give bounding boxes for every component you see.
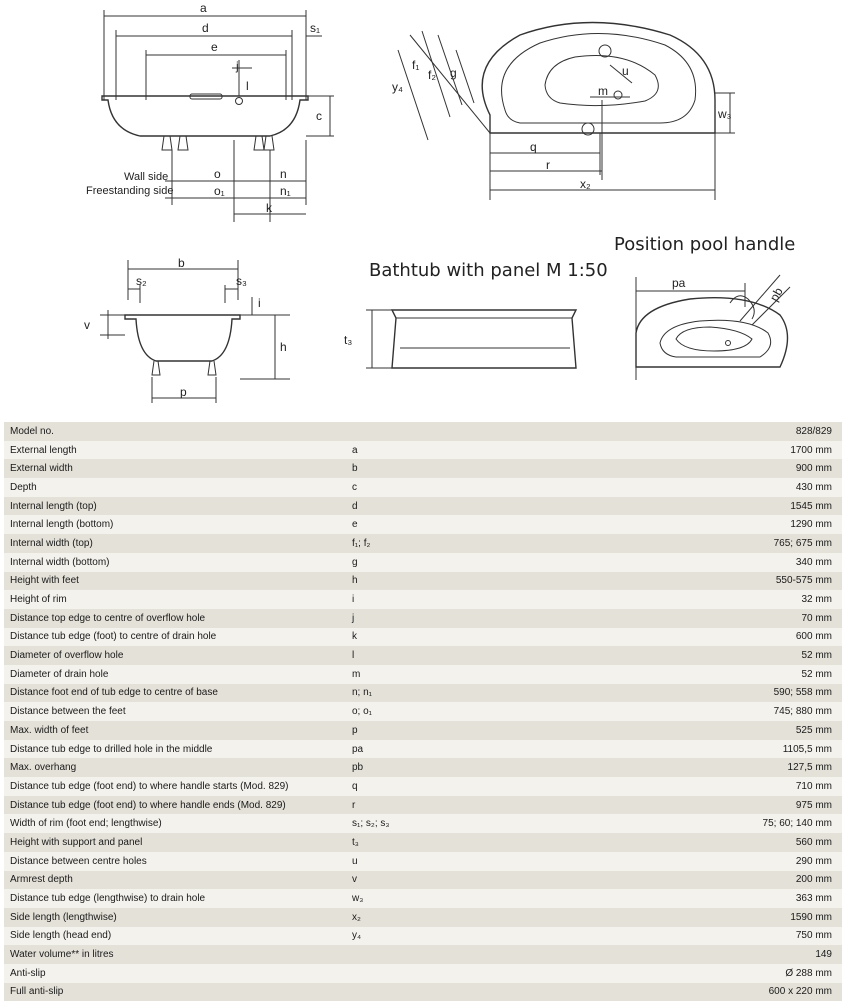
end-view-drawing <box>80 255 310 405</box>
spec-label: Distance tub edge (lengthwise) to drain hole <box>4 889 346 908</box>
label-m: m <box>598 84 608 98</box>
label-f2: f₂ <box>428 68 436 82</box>
spec-label: Internal width (top) <box>4 534 346 553</box>
label-g: g <box>450 66 457 80</box>
label-a: a <box>200 1 207 15</box>
spec-symbol: h <box>346 572 608 591</box>
spec-value: 430 mm <box>608 478 842 497</box>
spec-value: 200 mm <box>608 871 842 890</box>
spec-symbol: t₃ <box>346 833 608 852</box>
panel-view-drawing <box>330 300 580 380</box>
label-s2: s₂ <box>136 274 147 288</box>
label-o: o <box>214 167 221 181</box>
spec-row <box>4 646 842 665</box>
spec-value: 590; 558 mm <box>608 684 842 703</box>
spec-value: 525 mm <box>608 721 842 740</box>
label-e: e <box>211 40 218 54</box>
spec-symbol: k <box>346 628 608 647</box>
spec-symbol: n; n₁ <box>346 684 608 703</box>
spec-row <box>4 422 842 441</box>
spec-value: 363 mm <box>608 889 842 908</box>
freestanding-side-label: Freestanding side <box>86 185 174 197</box>
spec-row <box>4 628 842 647</box>
spec-row <box>4 534 842 553</box>
spec-symbol <box>346 945 608 964</box>
spec-symbol: pa <box>346 740 608 759</box>
spec-label: Side length (lengthwise) <box>4 908 346 927</box>
spec-row <box>4 497 842 516</box>
spec-label: Distance tub edge to drilled hole in the middle <box>4 740 346 759</box>
spec-symbol: i <box>346 590 608 609</box>
spec-symbol: y₄ <box>346 927 608 946</box>
spec-symbol <box>346 422 608 441</box>
spec-table-body <box>4 422 842 1001</box>
spec-row <box>4 721 842 740</box>
spec-symbol: e <box>346 515 608 534</box>
spec-row <box>4 833 842 852</box>
spec-value: 550-575 mm <box>608 572 842 591</box>
technical-drawings <box>0 0 843 420</box>
spec-symbol: x₂ <box>346 908 608 927</box>
spec-value: 560 mm <box>608 833 842 852</box>
spec-label: Height of rim <box>4 590 346 609</box>
spec-label: Max. overhang <box>4 758 346 777</box>
spec-symbol: p <box>346 721 608 740</box>
spec-label: Full anti-slip <box>4 983 346 1001</box>
spec-symbol: o; o₁ <box>346 702 608 721</box>
spec-value: 52 mm <box>608 665 842 684</box>
spec-row <box>4 758 842 777</box>
spec-label: Distance foot end of tub edge to centre of base <box>4 684 346 703</box>
spec-row <box>4 777 842 796</box>
spec-value: 600 mm <box>608 628 842 647</box>
label-v: v <box>84 318 90 332</box>
spec-label: Distance tub edge (foot end) to where handle ends (Mod. 829) <box>4 796 346 815</box>
label-n1: n₁ <box>280 184 291 198</box>
spec-label: Armrest depth <box>4 871 346 890</box>
spec-symbol: q <box>346 777 608 796</box>
top-view-drawing <box>370 5 740 210</box>
spec-table <box>4 422 842 1001</box>
spec-value: Ø 288 mm <box>608 964 842 983</box>
spec-symbol: s₁; s₂; s₃ <box>346 814 608 833</box>
label-n: n <box>280 167 287 181</box>
spec-label: Distance between centre holes <box>4 852 346 871</box>
spec-value: 1290 mm <box>608 515 842 534</box>
spec-value: 32 mm <box>608 590 842 609</box>
label-u: u <box>622 64 629 78</box>
spec-label: Height with feet <box>4 572 346 591</box>
spec-symbol: a <box>346 441 608 460</box>
spec-symbol: w₃ <box>346 889 608 908</box>
spec-label: Distance between the feet <box>4 702 346 721</box>
spec-label: Depth <box>4 478 346 497</box>
spec-label: External width <box>4 459 346 478</box>
spec-value: 765; 675 mm <box>608 534 842 553</box>
label-l: l <box>246 79 249 93</box>
spec-symbol: c <box>346 478 608 497</box>
spec-row <box>4 609 842 628</box>
spec-label: Anti-slip <box>4 964 346 983</box>
spec-row <box>4 852 842 871</box>
spec-row <box>4 964 842 983</box>
label-s3: s₃ <box>236 274 247 288</box>
spec-row <box>4 871 842 890</box>
spec-row <box>4 814 842 833</box>
label-f1: f₁ <box>412 58 420 72</box>
pool-handle-caption: Position pool handle <box>614 234 796 255</box>
label-s1: s₁ <box>310 21 321 35</box>
spec-symbol: r <box>346 796 608 815</box>
label-j: j <box>236 59 239 73</box>
spec-value: 127,5 mm <box>608 758 842 777</box>
spec-row <box>4 459 842 478</box>
spec-symbol <box>346 964 608 983</box>
pool-handle-drawing <box>630 255 830 385</box>
spec-row <box>4 590 842 609</box>
spec-value: 1545 mm <box>608 497 842 516</box>
wall-side-label: Wall side <box>124 171 169 183</box>
spec-symbol: j <box>346 609 608 628</box>
label-x2: x₂ <box>580 177 591 191</box>
spec-row <box>4 740 842 759</box>
spec-value: 828/829 <box>608 422 842 441</box>
spec-row <box>4 665 842 684</box>
spec-symbol: g <box>346 553 608 572</box>
label-k: k <box>266 201 272 215</box>
spec-label: Internal width (bottom) <box>4 553 346 572</box>
spec-label: Side length (head end) <box>4 927 346 946</box>
spec-value: 52 mm <box>608 646 842 665</box>
spec-label: External length <box>4 441 346 460</box>
spec-value: 750 mm <box>608 927 842 946</box>
label-p: p <box>180 385 187 399</box>
spec-symbol <box>346 983 608 1001</box>
label-c: c <box>316 109 322 123</box>
spec-symbol: u <box>346 852 608 871</box>
label-d: d <box>202 21 209 35</box>
spec-row <box>4 684 842 703</box>
spec-value: 710 mm <box>608 777 842 796</box>
spec-value: 745; 880 mm <box>608 702 842 721</box>
spec-label: Distance tub edge (foot end) to where handle starts (Mod. 829) <box>4 777 346 796</box>
spec-row <box>4 702 842 721</box>
spec-value: 1700 mm <box>608 441 842 460</box>
label-i: i <box>258 296 261 310</box>
spec-label: Internal length (top) <box>4 497 346 516</box>
spec-row <box>4 796 842 815</box>
spec-row <box>4 889 842 908</box>
panel-caption: Bathtub with panel M 1:50 <box>369 260 608 281</box>
spec-value: 149 <box>608 945 842 964</box>
spec-symbol: m <box>346 665 608 684</box>
spec-label: Model no. <box>4 422 346 441</box>
spec-value: 600 x 220 mm <box>608 983 842 1001</box>
spec-row <box>4 572 842 591</box>
label-t3: t₃ <box>344 333 353 347</box>
spec-label: Water volume** in litres <box>4 945 346 964</box>
spec-row <box>4 908 842 927</box>
label-pb: pb <box>766 285 786 304</box>
spec-label: Width of rim (foot end; lengthwise) <box>4 814 346 833</box>
spec-label: Internal length (bottom) <box>4 515 346 534</box>
spec-symbol: d <box>346 497 608 516</box>
spec-symbol: v <box>346 871 608 890</box>
label-b: b <box>178 256 185 270</box>
label-w3: w₃ <box>718 107 732 121</box>
spec-symbol: l <box>346 646 608 665</box>
spec-value: 70 mm <box>608 609 842 628</box>
spec-label: Diameter of drain hole <box>4 665 346 684</box>
spec-value: 900 mm <box>608 459 842 478</box>
spec-label: Max. width of feet <box>4 721 346 740</box>
spec-value: 290 mm <box>608 852 842 871</box>
label-q: q <box>530 140 537 154</box>
spec-row <box>4 983 842 1001</box>
spec-label: Height with support and panel <box>4 833 346 852</box>
label-o1: o₁ <box>214 184 225 198</box>
label-h: h <box>280 340 287 354</box>
spec-value: 1590 mm <box>608 908 842 927</box>
spec-row <box>4 441 842 460</box>
spec-label: Diameter of overflow hole <box>4 646 346 665</box>
spec-row <box>4 515 842 534</box>
spec-label: Distance tub edge (foot) to centre of drain hole <box>4 628 346 647</box>
spec-row <box>4 478 842 497</box>
spec-symbol: b <box>346 459 608 478</box>
spec-label: Distance top edge to centre of overflow hole <box>4 609 346 628</box>
label-pa: pa <box>672 276 686 290</box>
spec-row <box>4 945 842 964</box>
side-view-drawing <box>0 0 340 225</box>
spec-value: 1105,5 mm <box>608 740 842 759</box>
spec-value: 75; 60; 140 mm <box>608 814 842 833</box>
label-r: r <box>546 158 550 172</box>
spec-value: 975 mm <box>608 796 842 815</box>
spec-value: 340 mm <box>608 553 842 572</box>
spec-symbol: pb <box>346 758 608 777</box>
spec-row <box>4 553 842 572</box>
spec-row <box>4 927 842 946</box>
spec-symbol: f₁; f₂ <box>346 534 608 553</box>
label-y4: y₄ <box>392 80 403 94</box>
